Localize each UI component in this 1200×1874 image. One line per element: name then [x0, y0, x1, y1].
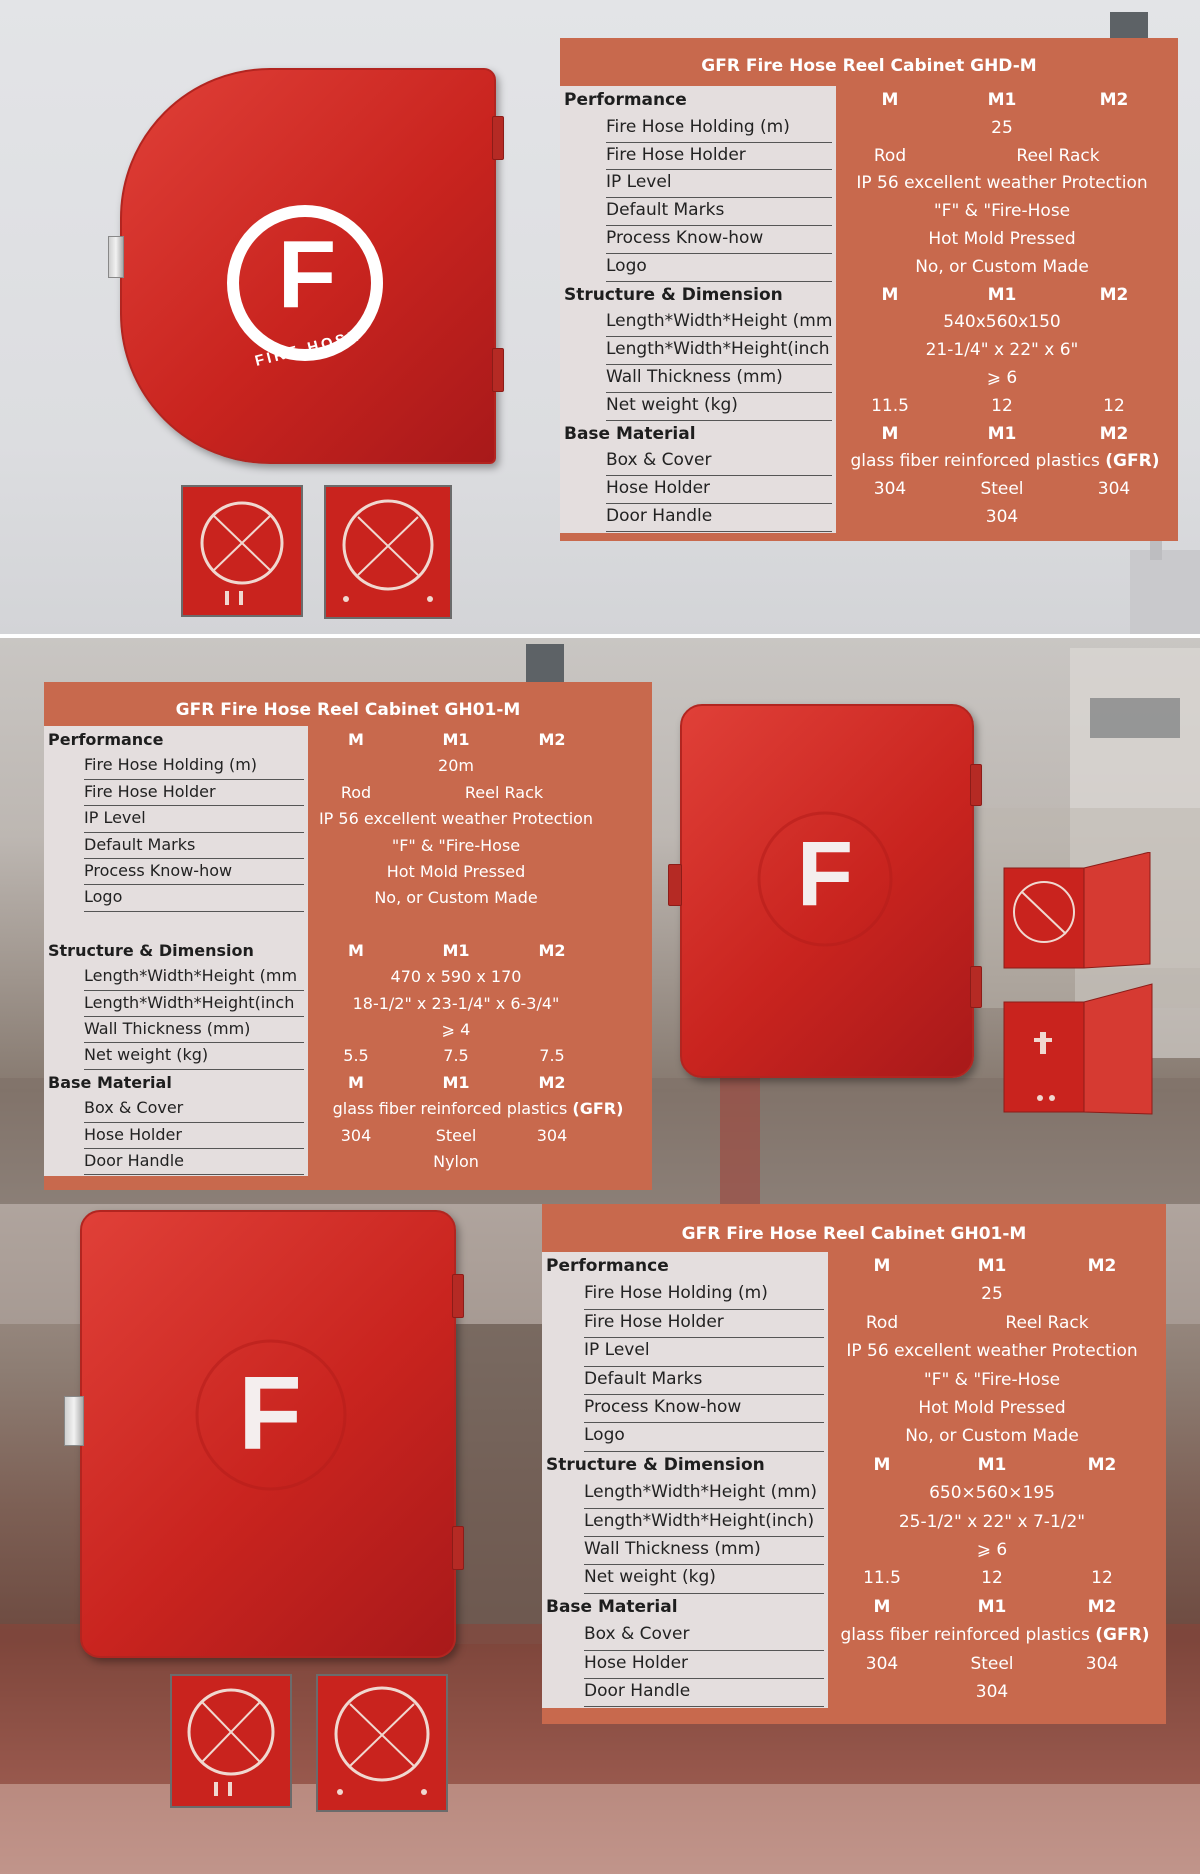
spec-value: Hot Mold Pressed: [386, 862, 526, 881]
spec-row: [560, 199, 1178, 227]
spec-value: 12: [981, 1568, 1003, 1589]
spec-label: Net weight (kg): [606, 395, 832, 421]
section-gh01-m-a: [0, 638, 1200, 1204]
section-heading: Structure & Dimension: [546, 1454, 765, 1475]
spec-row: [542, 1339, 1166, 1367]
spec-row: [542, 1481, 1166, 1509]
section-heading-row: [44, 1071, 652, 1097]
spec-value: No, or Custom Made: [905, 1426, 1079, 1447]
column-header: M1: [987, 284, 1017, 305]
column-header: M1: [987, 90, 1017, 110]
spec-row: [44, 992, 652, 1018]
spec-row: [44, 834, 652, 860]
panel-title: GFR Fire Hose Reel Cabinet GH01-M: [175, 700, 521, 720]
spec-row: [542, 1282, 1166, 1310]
spec-value: 470 x 590 x 170: [390, 967, 522, 987]
spec-value: IP 56 excellent weather Protection: [318, 809, 594, 829]
spec-label: Box & Cover: [584, 1624, 824, 1650]
column-header: M2: [1087, 1454, 1117, 1475]
column-header: M: [348, 1072, 364, 1092]
spec-value-bold: (GFR): [1095, 1625, 1150, 1646]
spec-label: Door Handle: [584, 1681, 824, 1707]
spec-value: 304: [865, 1653, 899, 1674]
section-heading: Performance: [564, 90, 687, 110]
spec-value: [838, 451, 1172, 471]
section-gh01-m-b: [0, 1204, 1200, 1874]
spec-value: [310, 1099, 646, 1118]
spec-value: 12: [1103, 395, 1125, 416]
spec-label: Process Know-how: [584, 1397, 824, 1423]
spec-value: 304: [340, 1125, 372, 1145]
spec-value: Steel: [970, 1653, 1014, 1674]
spec-value: IP 56 excellent weather Protection: [856, 173, 1148, 194]
spec-value: ⩾ 6: [976, 1540, 1008, 1560]
hose-reel-icon: [183, 487, 301, 615]
spec-label: Fire Hose Holding (m): [584, 1283, 824, 1309]
section-heading-row: [542, 1595, 1166, 1623]
gh01-m-cabinet: [680, 704, 992, 1080]
spec-value-text: glass fiber reinforced plastics: [840, 1625, 1090, 1646]
spec-label: Logo: [84, 887, 304, 911]
spec-row: [560, 144, 1178, 172]
spec-label: IP Level: [584, 1340, 824, 1366]
column-header: M: [348, 940, 364, 960]
spec-value: [830, 1625, 1160, 1645]
cabinet-thumbnail: [324, 485, 452, 619]
spec-row: [44, 1097, 652, 1123]
spec-row: [560, 477, 1178, 505]
spec-label: Door Handle: [84, 1151, 304, 1175]
spec-value: No, or Custom Made: [915, 256, 1089, 277]
spec-value: 304: [873, 479, 907, 500]
section-heading: Performance: [546, 1256, 669, 1276]
spec-panel-gh01-m: [44, 682, 652, 1190]
spec-value: Nylon: [433, 1152, 479, 1171]
column-header: M2: [1099, 90, 1129, 110]
cabinet-thumbnail: [181, 485, 303, 617]
spec-value: 11.5: [863, 1568, 901, 1589]
section-heading-row: [560, 88, 1178, 116]
spec-value: 540x560x150: [943, 312, 1061, 333]
section-heading: Base Material: [546, 1596, 678, 1617]
spec-row: [560, 394, 1178, 422]
spec-row: [542, 1538, 1166, 1566]
spec-value: 7.5: [443, 1046, 469, 1066]
spec-row: [560, 116, 1178, 144]
spec-row: [44, 965, 652, 991]
spec-label: Fire Hose Holder: [606, 145, 832, 171]
cabinet-thumbnail: [316, 1674, 448, 1812]
spec-label: Length*Width*Height(inch: [84, 993, 304, 1017]
open-cabinet-views: [1000, 852, 1160, 1152]
spec-row: [542, 1566, 1166, 1594]
spec-row: [542, 1680, 1166, 1708]
spec-value: No, or Custom Made: [374, 888, 538, 908]
spec-value-text: glass fiber reinforced plastics: [850, 451, 1100, 472]
spec-row: [542, 1652, 1166, 1680]
spec-value: Hot Mold Pressed: [918, 1398, 1066, 1418]
column-header: M1: [977, 1256, 1007, 1276]
section-heading-row: [44, 728, 652, 754]
spec-label: Door Handle: [606, 506, 832, 532]
spec-label: Length*Width*Height (mm): [584, 1482, 824, 1508]
spec-value: ⩾ 6: [986, 368, 1018, 388]
cabinet-mark-f: F: [277, 221, 337, 328]
section-heading-row: [560, 422, 1178, 450]
column-header: M2: [538, 730, 566, 749]
spec-value: 25-1/2" x 22" x 7-1/2": [898, 1511, 1086, 1532]
spec-value: 304: [975, 1682, 1009, 1702]
spec-row: [44, 781, 652, 807]
cabinet-ring-text: FIRE-HOSE: [253, 327, 363, 370]
spec-value: Steel: [435, 1125, 477, 1145]
spec-value: 25: [981, 1284, 1003, 1305]
spec-row: [560, 310, 1178, 338]
cabinet-thumbnail: [170, 1674, 292, 1808]
column-header: M1: [977, 1454, 1007, 1475]
spec-value: 5.5: [343, 1046, 369, 1066]
spec-row: [560, 255, 1178, 283]
section-heading-row: [560, 283, 1178, 311]
column-header: M1: [977, 1596, 1007, 1617]
spec-value-bold: (GFR): [1105, 451, 1160, 472]
spec-value: 12: [1091, 1568, 1113, 1589]
spec-label: Net weight (kg): [84, 1045, 304, 1069]
spec-value: 21-1/4" x 22" x 6": [925, 340, 1079, 361]
spec-value: 11.5: [871, 395, 909, 416]
spec-value: Reel Rack: [464, 782, 544, 802]
column-header: M2: [538, 1072, 566, 1092]
spec-label: Default Marks: [84, 835, 304, 859]
panel-title: GFR Fire Hose Reel Cabinet GHD-M: [701, 56, 1037, 76]
spec-row: [560, 449, 1178, 477]
section-heading-row: [44, 939, 652, 965]
spec-value-text: glass fiber reinforced plastics: [332, 1099, 568, 1119]
cabinet-mark-f: F: [238, 1356, 302, 1472]
section-heading-row: [542, 1453, 1166, 1481]
section-heading: Base Material: [564, 423, 696, 444]
hose-reel-icon: [172, 1676, 290, 1806]
spec-value: 25: [991, 117, 1013, 138]
spec-label: Default Marks: [584, 1369, 824, 1395]
spec-value: "F" & "Fire-Hose: [923, 1369, 1061, 1390]
spec-value: 20m: [438, 756, 474, 776]
section-heading-row: [542, 1254, 1166, 1282]
spec-value: ⩾ 4: [441, 1020, 471, 1039]
spec-label: Wall Thickness (mm): [606, 367, 832, 393]
spec-label: Net weight (kg): [584, 1567, 824, 1593]
column-header: M: [873, 1256, 891, 1276]
spec-row: [560, 366, 1178, 394]
spec-value: 304: [1085, 1653, 1119, 1674]
spec-value: 304: [985, 507, 1019, 527]
spec-row: [44, 807, 652, 833]
spec-label: Logo: [584, 1425, 824, 1451]
spec-value: 18-1/2" x 23-1/4" x 6-3/4": [352, 993, 560, 1013]
spec-label: Fire Hose Holder: [84, 782, 304, 806]
spec-value: IP 56 excellent weather Protection: [846, 1341, 1138, 1362]
column-header: M: [873, 1596, 891, 1617]
section-heading: Structure & Dimension: [48, 940, 254, 960]
section-heading: Base Material: [48, 1072, 172, 1092]
spec-value: 7.5: [539, 1046, 565, 1066]
spec-row: [542, 1623, 1166, 1651]
spec-row: [560, 227, 1178, 255]
spec-label: Length*Width*Height (mm: [606, 311, 832, 337]
spec-label: IP Level: [84, 808, 304, 832]
spec-value: Rod: [340, 782, 372, 802]
column-header: M1: [442, 730, 470, 749]
spec-row: [44, 1150, 652, 1176]
ghd-m-cabinet: [120, 68, 498, 464]
gh01-m-cabinet-large: [80, 1210, 468, 1672]
column-header: M2: [1087, 1596, 1117, 1617]
spec-label: Length*Width*Height(inch): [584, 1511, 824, 1537]
panel-title: GFR Fire Hose Reel Cabinet GH01-M: [681, 1224, 1027, 1244]
hose-reel-icon: [318, 1676, 446, 1810]
spec-label: Hose Holder: [606, 478, 832, 504]
spec-row: [542, 1311, 1166, 1339]
spec-label: Box & Cover: [606, 450, 832, 476]
spec-label: Wall Thickness (mm): [84, 1019, 304, 1043]
section-heading: Structure & Dimension: [564, 284, 783, 305]
spec-row: [560, 171, 1178, 199]
spec-label: IP Level: [606, 172, 832, 198]
spec-label: Box & Cover: [84, 1098, 304, 1122]
spec-row: [542, 1368, 1166, 1396]
section-heading: Performance: [48, 730, 164, 749]
column-header: M2: [1099, 284, 1129, 305]
column-header: M2: [1087, 1256, 1117, 1276]
spec-value-bold: (GFR): [572, 1099, 624, 1119]
spec-panel-gh01-m-25: [542, 1204, 1166, 1724]
spec-value: 12: [991, 395, 1013, 416]
spec-row: [44, 1124, 652, 1150]
spec-label: Process Know-how: [84, 861, 304, 885]
spec-label: Process Know-how: [606, 228, 832, 254]
spec-row: [44, 886, 652, 912]
spec-row: [542, 1424, 1166, 1452]
section-ghd-m: [0, 0, 1200, 634]
spec-row: [44, 860, 652, 886]
column-header: M: [873, 1454, 891, 1475]
spec-row: [542, 1396, 1166, 1424]
cabinet-mark-f: F: [796, 823, 854, 925]
spec-label: Wall Thickness (mm): [584, 1539, 824, 1565]
spec-label: Fire Hose Holding (m): [606, 117, 832, 143]
spec-value: Hot Mold Pressed: [928, 229, 1076, 249]
spec-label: Length*Width*Height (mm: [84, 966, 304, 990]
spec-label: Fire Hose Holder: [584, 1312, 824, 1338]
spec-value: Reel Rack: [1016, 145, 1100, 166]
spec-value: 304: [536, 1125, 568, 1145]
column-header: M: [881, 284, 899, 305]
column-header: M: [348, 730, 364, 749]
spec-value: Rod: [873, 145, 907, 166]
spec-row: [44, 754, 652, 780]
spec-value: 304: [1097, 479, 1131, 500]
hose-reel-icon: [326, 487, 450, 617]
spec-value: "F" & "Fire-Hose: [933, 201, 1071, 222]
spec-label: Hose Holder: [84, 1125, 304, 1149]
spec-row: [560, 505, 1178, 533]
spec-value: Steel: [980, 479, 1024, 500]
column-header: M1: [442, 1072, 470, 1092]
spec-value: Reel Rack: [1005, 1312, 1089, 1333]
spec-label: Hose Holder: [584, 1653, 824, 1679]
spec-value: Rod: [865, 1312, 899, 1333]
column-header: M: [881, 90, 899, 110]
spec-row: [44, 1044, 652, 1070]
spec-row: [44, 1018, 652, 1044]
spec-label: Logo: [606, 256, 832, 282]
spec-row: [542, 1510, 1166, 1538]
spec-value: "F" & "Fire-Hose: [391, 835, 521, 855]
column-header: M1: [987, 423, 1017, 444]
spec-row: [560, 338, 1178, 366]
column-header: M: [881, 423, 899, 444]
spec-label: Fire Hose Holding (m): [84, 755, 304, 779]
spec-label: Default Marks: [606, 200, 832, 226]
column-header: M2: [538, 940, 566, 960]
column-header: M2: [1099, 423, 1129, 444]
spec-panel-ghd-m: [560, 38, 1178, 541]
spec-label: Length*Width*Height(inch: [606, 339, 832, 365]
spec-value: 650×560×195: [929, 1483, 1055, 1504]
column-header: M1: [442, 940, 470, 960]
